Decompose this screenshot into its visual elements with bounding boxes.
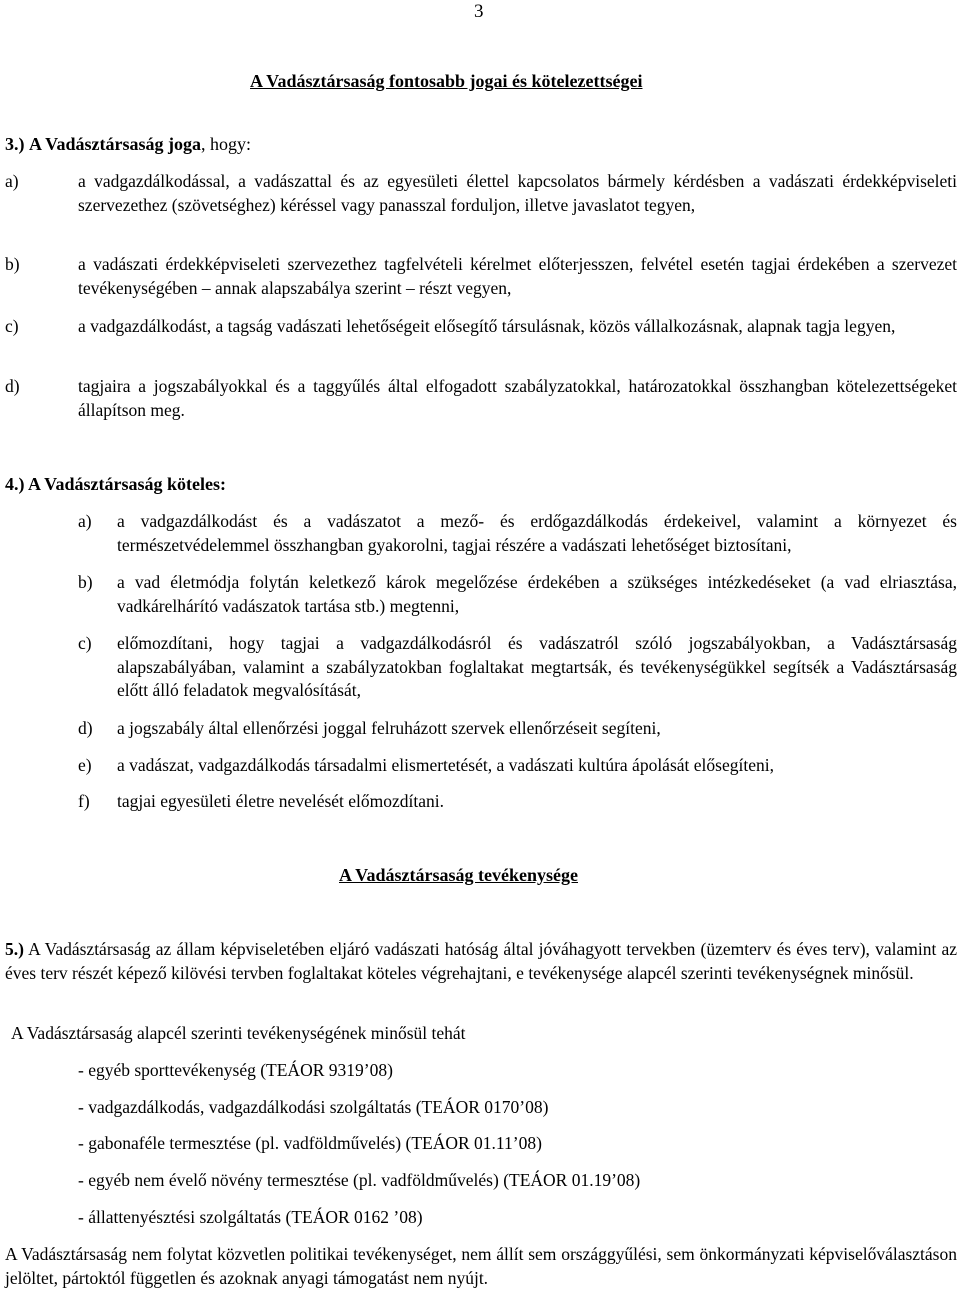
activity-list-item: - vadgazdálkodás, vadgazdálkodási szolgáltatás (TEÁOR 0170’08) — [78, 1097, 549, 1117]
activity-list-item: - egyéb sporttevékenység (TEÁOR 9319’08) — [78, 1060, 393, 1080]
item-label: d) — [5, 376, 20, 396]
item-label: a) — [78, 511, 92, 531]
section-5-number: 5.) — [5, 939, 24, 959]
item-label: b) — [78, 572, 93, 592]
item-label: f) — [78, 791, 90, 811]
item-text: tagjaira a jogszabályokkal és a taggyűlés által elfogadott szabályzatokkal, határozatokkal összhangban kötelezettségeket állapítson meg. — [78, 376, 957, 420]
item-text: a vadászati érdekképviseleti szervezethez tagfelvételi kérelmet előterjesszen, felvétel esetén tagjai érdekében a szervezet tevékenységében – annak alapszabálya szerint – részt vegyen, — [78, 254, 957, 298]
section-heading-activity: A Vadásztársaság tevékenysége — [339, 865, 578, 885]
item-text: a vad életmódja folytán keletkező károk megelőzése érdekében a szükséges intézkedéseket (a vad elriasztása, vadkárelhárító vadászatok tartása stb.) megtenni, — [117, 572, 957, 616]
item-text: tagjai egyesületi életre nevelését előmozdítani. — [117, 791, 445, 811]
closing-paragraph: A Vadásztársaság nem folytat közvetlen politikai tevékenységet, nem állít sem országgyűlési, sem önkormányzati képviselőválasztáson jelöltet, pártoktól független és azoknak anyagi támogatást nem nyújt. — [5, 1244, 957, 1288]
section-4-title: 4.) A Vadásztársaság köteles: — [5, 474, 227, 494]
item-text: a vadászat, vadgazdálkodás társadalmi elismertetését, a vadászati kultúra ápolását elősegíteni, — [117, 755, 774, 775]
item-text: előmozdítani, hogy tagjai a vadgazdálkodásról és vadászatról szóló jogszabályokban, a Vadásztársaság alapszabályában, valamint a szabályzatokban foglaltakat megtartsák, és tevékenységükkel segítsék a Vadásztársaság előtt álló feladatok megvalósítását, — [117, 633, 957, 700]
section-heading-rights: A Vadásztársaság fontosabb jogai és kötelezettségei — [250, 71, 643, 91]
activity-list-item: - gabonaféle termesztése (pl. vadföldművelés) (TEÁOR 01.11’08) — [78, 1133, 542, 1153]
page-number: 3 — [474, 1, 484, 22]
section-5-intro: A Vadásztársaság alapcél szerinti tevékenységének minősül tehát — [11, 1023, 466, 1043]
section-3-title-rest: , hogy: — [201, 134, 252, 154]
item-text: a vadgazdálkodást, a tagság vadászati lehetőségeit elősegítő társulásnak, közös vállalkozásnak, alapnak tagja legyen, — [78, 316, 896, 336]
item-label: c) — [78, 633, 92, 653]
item-label: e) — [78, 755, 92, 775]
item-label: d) — [78, 718, 93, 738]
list-item — [5, 375, 957, 422]
list-item — [5, 253, 957, 300]
activity-list-item: - egyéb nem évelő növény termesztése (pl. vadföldművelés) (TEÁOR 01.19’08) — [78, 1170, 641, 1190]
section-3-title — [5, 133, 251, 157]
item-text: a jogszabály által ellenőrzési joggal felruházott szervek ellenőrzéseit segíteni, — [117, 718, 661, 738]
list-item — [78, 717, 957, 741]
section-3-title-bold: A Vadásztársaság joga — [29, 134, 202, 154]
activity-list-item: - állattenyésztési szolgáltatás (TEÁOR 0162 ’08) — [78, 1207, 423, 1227]
item-label: b) — [5, 254, 20, 274]
section-3-number: 3.) — [5, 134, 25, 154]
item-text: a vadgazdálkodást és a vadászatot a mező- és erdőgazdálkodás érdekeivel, valamint a környezet és természetvédelemmel összhangban gyakorolni, tagjai részére a vadászati lehetőséget biztosítani, — [117, 511, 957, 555]
list-item — [78, 632, 957, 703]
list-item — [78, 754, 957, 778]
item-label: a) — [5, 171, 19, 191]
list-item — [5, 315, 957, 339]
section-5-paragraph — [5, 938, 957, 985]
list-item — [5, 170, 957, 217]
list-item — [78, 571, 957, 618]
list-item — [78, 510, 957, 557]
section-5-text: A Vadásztársaság az állam képviseletében eljáró vadászati hatóság által jóváhagyott tervekben (üzemterv és éves terv), valamint az éves terv részét képező kilövési tervben foglaltakat köteles végrehajtani, e tevékenysége alapcél szerinti tevékenységnek minősül. — [5, 939, 957, 983]
item-label: c) — [5, 316, 19, 336]
item-text: a vadgazdálkodással, a vadászattal és az egyesületi élettel kapcsolatos bármely kérdésben a vadászati érdekképviseleti szervezethez (szövetséghez) kéréssel vagy panasszal forduljon, illetve javaslatot tegyen, — [78, 171, 957, 215]
list-item — [78, 790, 957, 814]
